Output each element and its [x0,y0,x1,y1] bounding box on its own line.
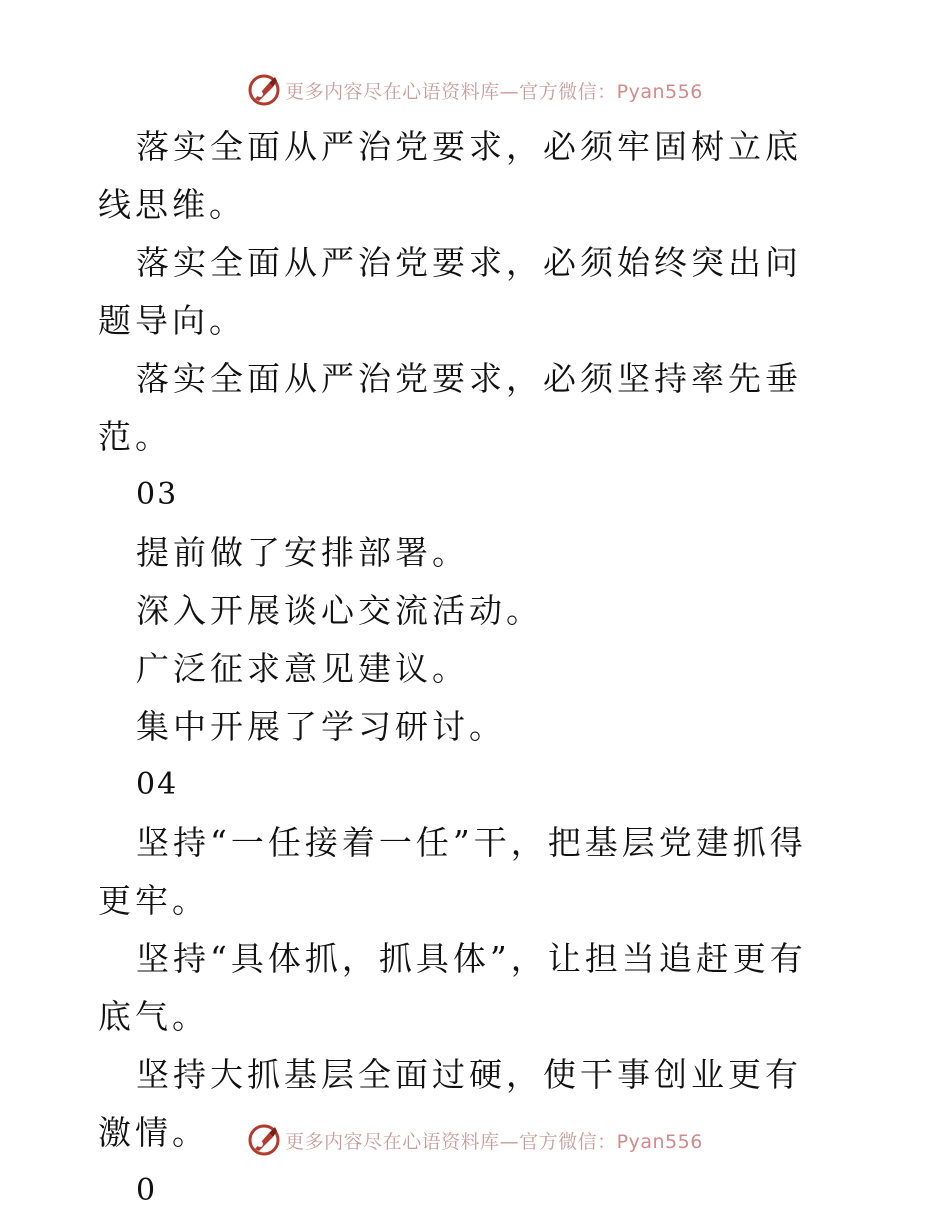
paragraph: 广泛征求意见建议。 [136,649,469,688]
paragraph: 落实全面从严治党要求，必须牢固树立底线思维。 [98,127,802,224]
section-number: 03 [136,477,179,512]
paragraph: 落实全面从严治党要求，必须始终突出问题导向。 [98,243,802,340]
paragraph: 提前做了安排部署。 [136,533,469,572]
paragraph: 深入开展谈心交流活动。 [136,591,543,630]
paragraph: 坚持“具体抓，抓具体”，让担当追赶更有底气。 [98,939,807,1036]
quill-pen-logo-icon [247,1123,281,1157]
paragraph: 坚持“一任接着一任”干，把基层党建抓得更牢。 [98,823,807,920]
section-number: 04 [136,767,179,802]
paragraph: 集中开展了学习研讨。 [136,707,506,746]
paragraph: 坚持大抓基层全面过硬，使干事创业更有激情。 [98,1055,802,1152]
quill-pen-logo-icon [247,73,281,107]
footer-banner [0,1120,950,1160]
header-banner [0,70,950,110]
header-text: 更多内容尽在心语资料库—官方微信：Pyan556 [285,80,703,103]
document-body [98,118,828,1220]
footer-text: 更多内容尽在心语资料库—官方微信：Pyan556 [285,1130,703,1153]
paragraph: 落实全面从严治党要求，必须坚持率先垂范。 [98,359,802,456]
section-number: 0 [136,1173,158,1208]
